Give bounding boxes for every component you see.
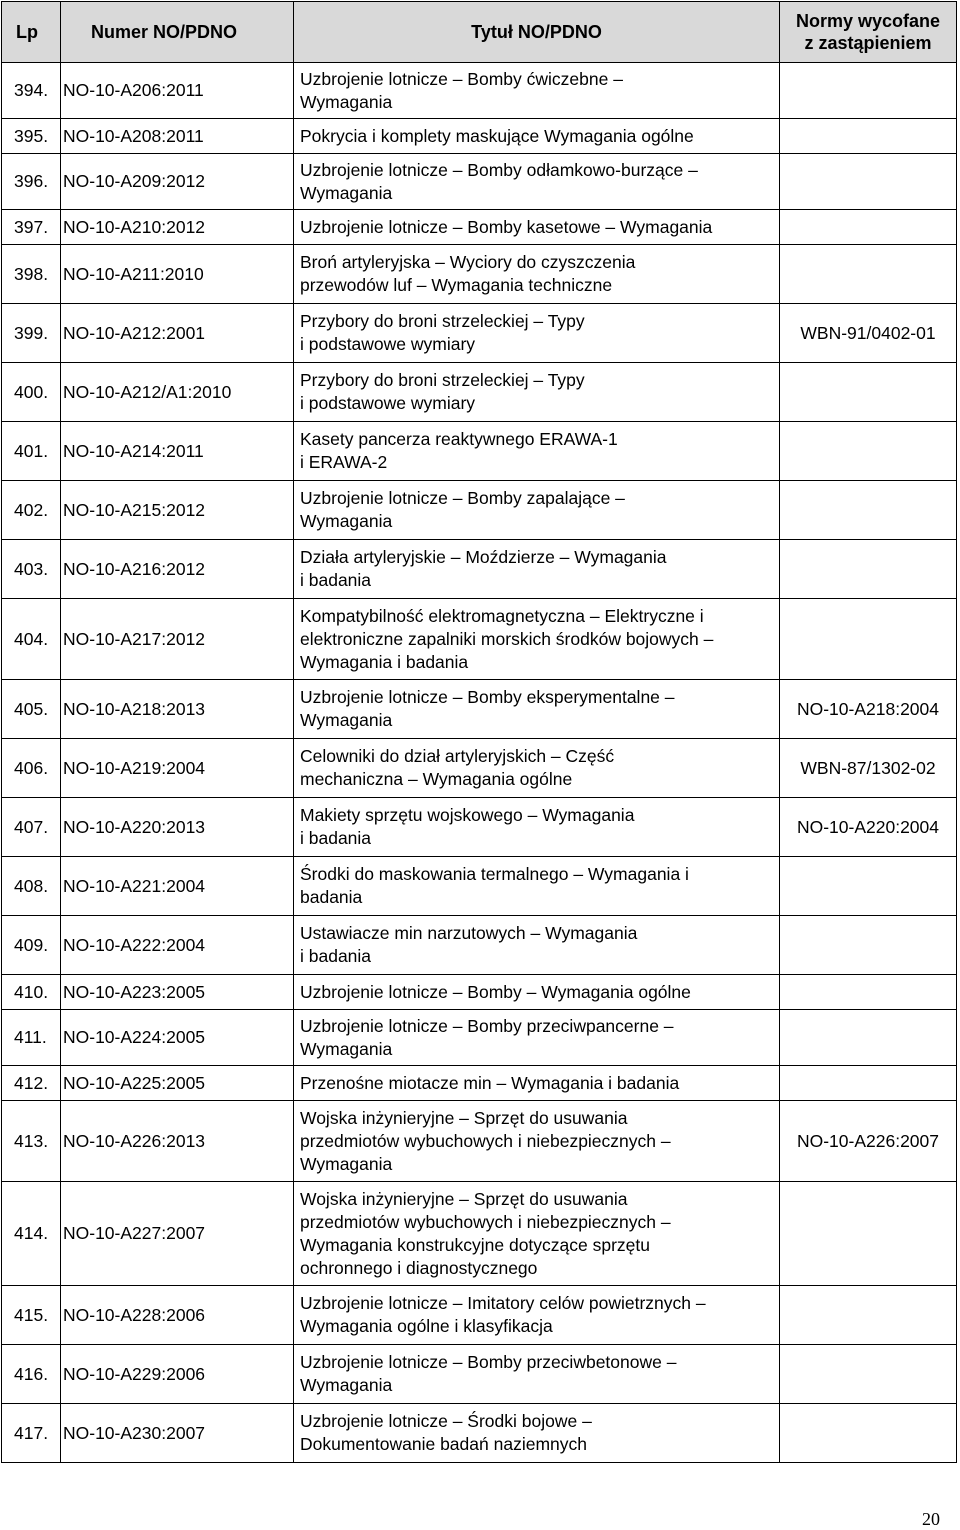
row-title: Uzbrojenie lotnicze – Bomby przeciwpancerne – Wymagania [294,1010,780,1066]
table-row [2,798,957,857]
row-replaced [780,857,957,916]
row-replaced: WBN-87/1302-02 [780,739,957,798]
table-header [2,2,957,63]
row-lp: 394. [2,63,61,119]
row-title: Uzbrojenie lotnicze – Bomby kasetowe – Wymagania [294,210,780,245]
row-lp: 406. [2,739,61,798]
row-replaced [780,1010,957,1066]
row-number: NO-10-A227:2007 [61,1182,294,1286]
table-row [2,210,957,245]
row-title: Broń artyleryjska – Wyciory do czyszczenia przewodów luf – Wymagania techniczne [294,245,780,304]
row-title: Makiety sprzętu wojskowego – Wymagania i badania [294,798,780,857]
row-title: Wojska inżynieryjne – Sprzęt do usuwania przedmiotów wybuchowych i niebezpiecznych – Wymagania [294,1101,780,1182]
table-row [2,540,957,599]
table-row [2,916,957,975]
row-number: NO-10-A230:2007 [61,1404,294,1463]
row-number: NO-10-A208:2011 [61,119,294,154]
table-row [2,481,957,540]
row-lp: 407. [2,798,61,857]
standards-table [1,1,957,1463]
row-replaced [780,154,957,210]
table-row [2,599,957,680]
row-replaced [780,363,957,422]
row-title: Kompatybilność elektromagnetyczna – Elektryczne i elektroniczne zapalniki morskich środków bojowych – Wymagania i badania [294,599,780,680]
row-lp: 395. [2,119,61,154]
row-replaced [780,1286,957,1345]
row-replaced: WBN-91/0402-01 [780,304,957,363]
row-number: NO-10-A216:2012 [61,540,294,599]
row-title: Uzbrojenie lotnicze – Bomby ćwiczebne – Wymagania [294,63,780,119]
row-number: NO-10-A220:2013 [61,798,294,857]
row-title: Pokrycia i komplety maskujące Wymagania ogólne [294,119,780,154]
row-lp: 398. [2,245,61,304]
row-title: Uzbrojenie lotnicze – Bomby odłamkowo-burzące – Wymagania [294,154,780,210]
row-number: NO-10-A214:2011 [61,422,294,481]
row-number: NO-10-A219:2004 [61,739,294,798]
row-title: Środki do maskowania termalnego – Wymagania i badania [294,857,780,916]
row-lp: 403. [2,540,61,599]
row-lp: 401. [2,422,61,481]
row-replaced: NO-10-A226:2007 [780,1101,957,1182]
row-lp: 400. [2,363,61,422]
table-row [2,1345,957,1404]
header-number: Numer NO/PDNO [61,2,294,63]
row-replaced [780,119,957,154]
row-replaced [780,1345,957,1404]
row-lp: 410. [2,975,61,1010]
row-title: Przenośne miotacze min – Wymagania i badania [294,1066,780,1101]
row-title: Uzbrojenie lotnicze – Bomby zapalające – Wymagania [294,481,780,540]
row-number: NO-10-A212:2001 [61,304,294,363]
row-title: Uzbrojenie lotnicze – Imitatory celów powietrznych – Wymagania ogólne i klasyfikacja [294,1286,780,1345]
table-row [2,1066,957,1101]
header-replaced: Normy wycofane z zastąpieniem [780,2,957,63]
row-replaced: NO-10-A218:2004 [780,680,957,739]
table-row [2,245,957,304]
table-row [2,363,957,422]
table-row [2,304,957,363]
row-title: Wojska inżynieryjne – Sprzęt do usuwania przedmiotów wybuchowych i niebezpiecznych – Wymagania konstrukcyjne dotyczące sprzętu ochronnego i diagnostycznego [294,1182,780,1286]
row-lp: 405. [2,680,61,739]
row-replaced [780,63,957,119]
row-lp: 402. [2,481,61,540]
row-title: Przybory do broni strzeleckiej – Typy i podstawowe wymiary [294,304,780,363]
table-row [2,1182,957,1286]
row-number: NO-10-A206:2011 [61,63,294,119]
table-row [2,857,957,916]
row-number: NO-10-A229:2006 [61,1345,294,1404]
row-title: Ustawiacze min narzutowych – Wymagania i badania [294,916,780,975]
row-replaced [780,1066,957,1101]
table-row [2,680,957,739]
row-number: NO-10-A217:2012 [61,599,294,680]
row-title: Uzbrojenie lotnicze – Środki bojowe – Dokumentowanie badań naziemnych [294,1404,780,1463]
row-title: Działa artyleryjskie – Moździerze – Wymagania i badania [294,540,780,599]
row-lp: 415. [2,1286,61,1345]
row-replaced [780,481,957,540]
row-replaced: NO-10-A220:2004 [780,798,957,857]
row-title: Kasety pancerza reaktywnego ERAWA-1 i ERAWA-2 [294,422,780,481]
row-number: NO-10-A215:2012 [61,481,294,540]
row-number: NO-10-A226:2013 [61,1101,294,1182]
header-row [2,2,957,63]
table-body [2,63,957,1463]
table-row [2,1101,957,1182]
row-number: NO-10-A209:2012 [61,154,294,210]
row-title: Uzbrojenie lotnicze – Bomby przeciwbetonowe – Wymagania [294,1345,780,1404]
row-lp: 413. [2,1101,61,1182]
table-row [2,154,957,210]
row-number: NO-10-A221:2004 [61,857,294,916]
row-title: Uzbrojenie lotnicze – Bomby eksperymentalne – Wymagania [294,680,780,739]
row-replaced [780,540,957,599]
row-number: NO-10-A218:2013 [61,680,294,739]
row-replaced [780,975,957,1010]
row-lp: 397. [2,210,61,245]
row-lp: 417. [2,1404,61,1463]
table-row [2,975,957,1010]
row-replaced [780,245,957,304]
row-number: NO-10-A212/A1:2010 [61,363,294,422]
table-row [2,63,957,119]
row-lp: 414. [2,1182,61,1286]
row-lp: 404. [2,599,61,680]
table-row [2,739,957,798]
row-replaced [780,1404,957,1463]
row-replaced [780,1182,957,1286]
row-title: Uzbrojenie lotnicze – Bomby – Wymagania ogólne [294,975,780,1010]
header-title: Tytuł NO/PDNO [294,2,780,63]
row-replaced [780,599,957,680]
row-lp: 409. [2,916,61,975]
row-number: NO-10-A210:2012 [61,210,294,245]
row-number: NO-10-A225:2005 [61,1066,294,1101]
row-lp: 416. [2,1345,61,1404]
table-row [2,1010,957,1066]
table-row [2,1286,957,1345]
row-lp: 411. [2,1010,61,1066]
row-number: NO-10-A228:2006 [61,1286,294,1345]
page-number: 20 [922,1509,940,1529]
row-replaced [780,422,957,481]
row-lp: 412. [2,1066,61,1101]
row-number: NO-10-A222:2004 [61,916,294,975]
row-lp: 396. [2,154,61,210]
row-number: NO-10-A224:2005 [61,1010,294,1066]
row-lp: 408. [2,857,61,916]
row-replaced [780,916,957,975]
table-row [2,119,957,154]
table-row [2,1404,957,1463]
row-title: Celowniki do dział artyleryjskich – Część mechaniczna – Wymagania ogólne [294,739,780,798]
table-row [2,422,957,481]
row-title: Przybory do broni strzeleckiej – Typy i podstawowe wymiary [294,363,780,422]
row-replaced [780,210,957,245]
row-number: NO-10-A211:2010 [61,245,294,304]
header-lp: Lp [2,2,61,63]
row-number: NO-10-A223:2005 [61,975,294,1010]
row-lp: 399. [2,304,61,363]
